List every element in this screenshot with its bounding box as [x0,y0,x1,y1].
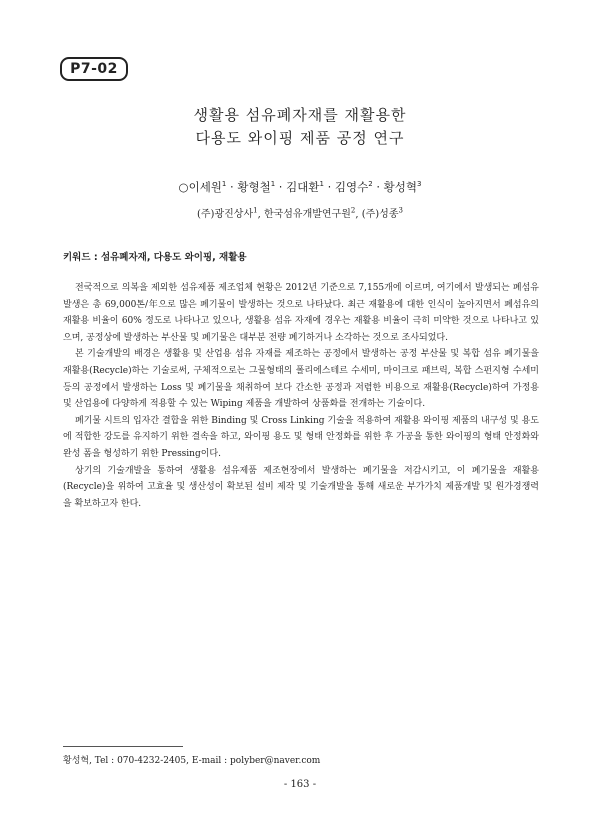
author-affiliation-mark: 1 [221,180,227,189]
footnote-divider [63,746,183,747]
author-affiliation-mark: 1 [270,180,276,189]
author-separator: · [275,180,287,194]
body-paragraph: 폐기물 시트의 입자간 결합을 위한 Binding 및 Cross Linking 기술을 적용하여 재활용 와이핑 제품의 내구성 및 용도에 적합한 강도를 유지하기 위한 결속을 하고, 와이핑 용도 및 형태 안정화를 위한 후 가공을 통한 와이핑의 형태 안정화와 완성 폼을 형성하기 위한 Pressing이다. [63,415,539,459]
page-number: - 163 - [283,779,317,790]
author-separator: · [226,180,238,194]
affiliation-mark: 3 [398,206,403,215]
author-separator: · [323,180,335,194]
author-name: 김영수 [334,180,369,194]
author-affiliation-mark: 2 [368,180,373,189]
affiliation-name: (주)성종 [361,209,399,220]
author-affiliation-mark: 3 [416,180,422,189]
author-list [0,179,600,195]
body-paragraph: 본 기술개발의 배경은 생활용 및 산업용 섬유 자재를 제조하는 공정에서 발생하는 공정 부산물 및 복합 섬유 폐기물을 재활용(Recycle)하는 기술로써, 구체적으로는 그물형태의 폴리에스테르 수세미, 마이크로 패브릭, 복합 스펀지형 수세미 등의 공정에서 발생하는 Loss 및 폐기물을 채취하여 보다 간소한 공정과 저렴한 비용으로 재활용(Recycle)하여 가정용 및 산업용에 다양하게 적용할 수 있는 Wiping 제품을 개발하여 상품화를 전개하는 기술이다. [63,349,539,410]
author-name: 황성혁 [383,180,417,194]
author-name: 황형철 [237,180,271,194]
corresponding-author-footnote: 황성혁, Tel : 070-4232-2405, E-mail : polyber@naver.com [63,756,321,766]
presentation-code: P7-02 [70,61,118,77]
affiliation-list: (주)광진상사$^1$, 한국섬유개발연구원$^2$, (주)성종$^3$ [197,206,403,220]
affiliation-name: 한국섬유개발연구원 [263,209,351,220]
affiliation-name: (주)광진상사 [197,209,254,220]
title-line-2: 다용도 와이핑 제품 공정 연구 [195,129,405,147]
author-separator: · [372,180,384,194]
body-paragraph: 전국적으로 의복을 제외한 섬유제품 제조업체 현황은 2012년 기준으로 7,155개에 이르며, 여기에서 발생되는 폐섬유 발생은 총 69,000톤/年으로 많은 폐기물이 발생하는 것으로 나타났다. 최근 재활용에 대한 인식이 높아지면서 폐섬유의 재활용 비율이 60% 정도로 나타나고 있으나, 생활용 섬유 자재에 경우는 재활용 비율이 극히 미약한 것으로 나타나고 있으며, 공정상에 발생하는 부산물 및 폐기물은 대부분 전량 폐기하거나 소각하는 것으로 조사되었다. [63,283,539,343]
abstract-body [63,280,539,512]
author-affiliation-mark: 1 [319,180,324,189]
author-name: 이세원 [188,180,222,194]
title-line-1: 생활용 섬유폐자재를 재활용한 [193,106,407,124]
affiliation-mark: 2 [350,206,356,215]
body-paragraph: 상기의 기술개발을 통하여 생활용 섬유제품 제조현장에서 발생하는 폐기물을 저감시키고, 이 폐기물을 재활용(Recycle)을 위하여 고효율 및 생산성이 확보된 설비 제작 및 기술개발을 통해 새로운 부가가치 제품개발 및 원가경쟁력을 확보하고자 한다. [63,465,539,509]
presentation-code-badge [60,57,128,81]
presenter-marker: ○ [178,180,189,194]
affiliation-mark: 1 [253,206,258,215]
keywords: 키워드 : 섬유폐자재, 다용도 와이핑, 재활용 [63,252,247,263]
author-name: 김대환 [286,180,320,194]
